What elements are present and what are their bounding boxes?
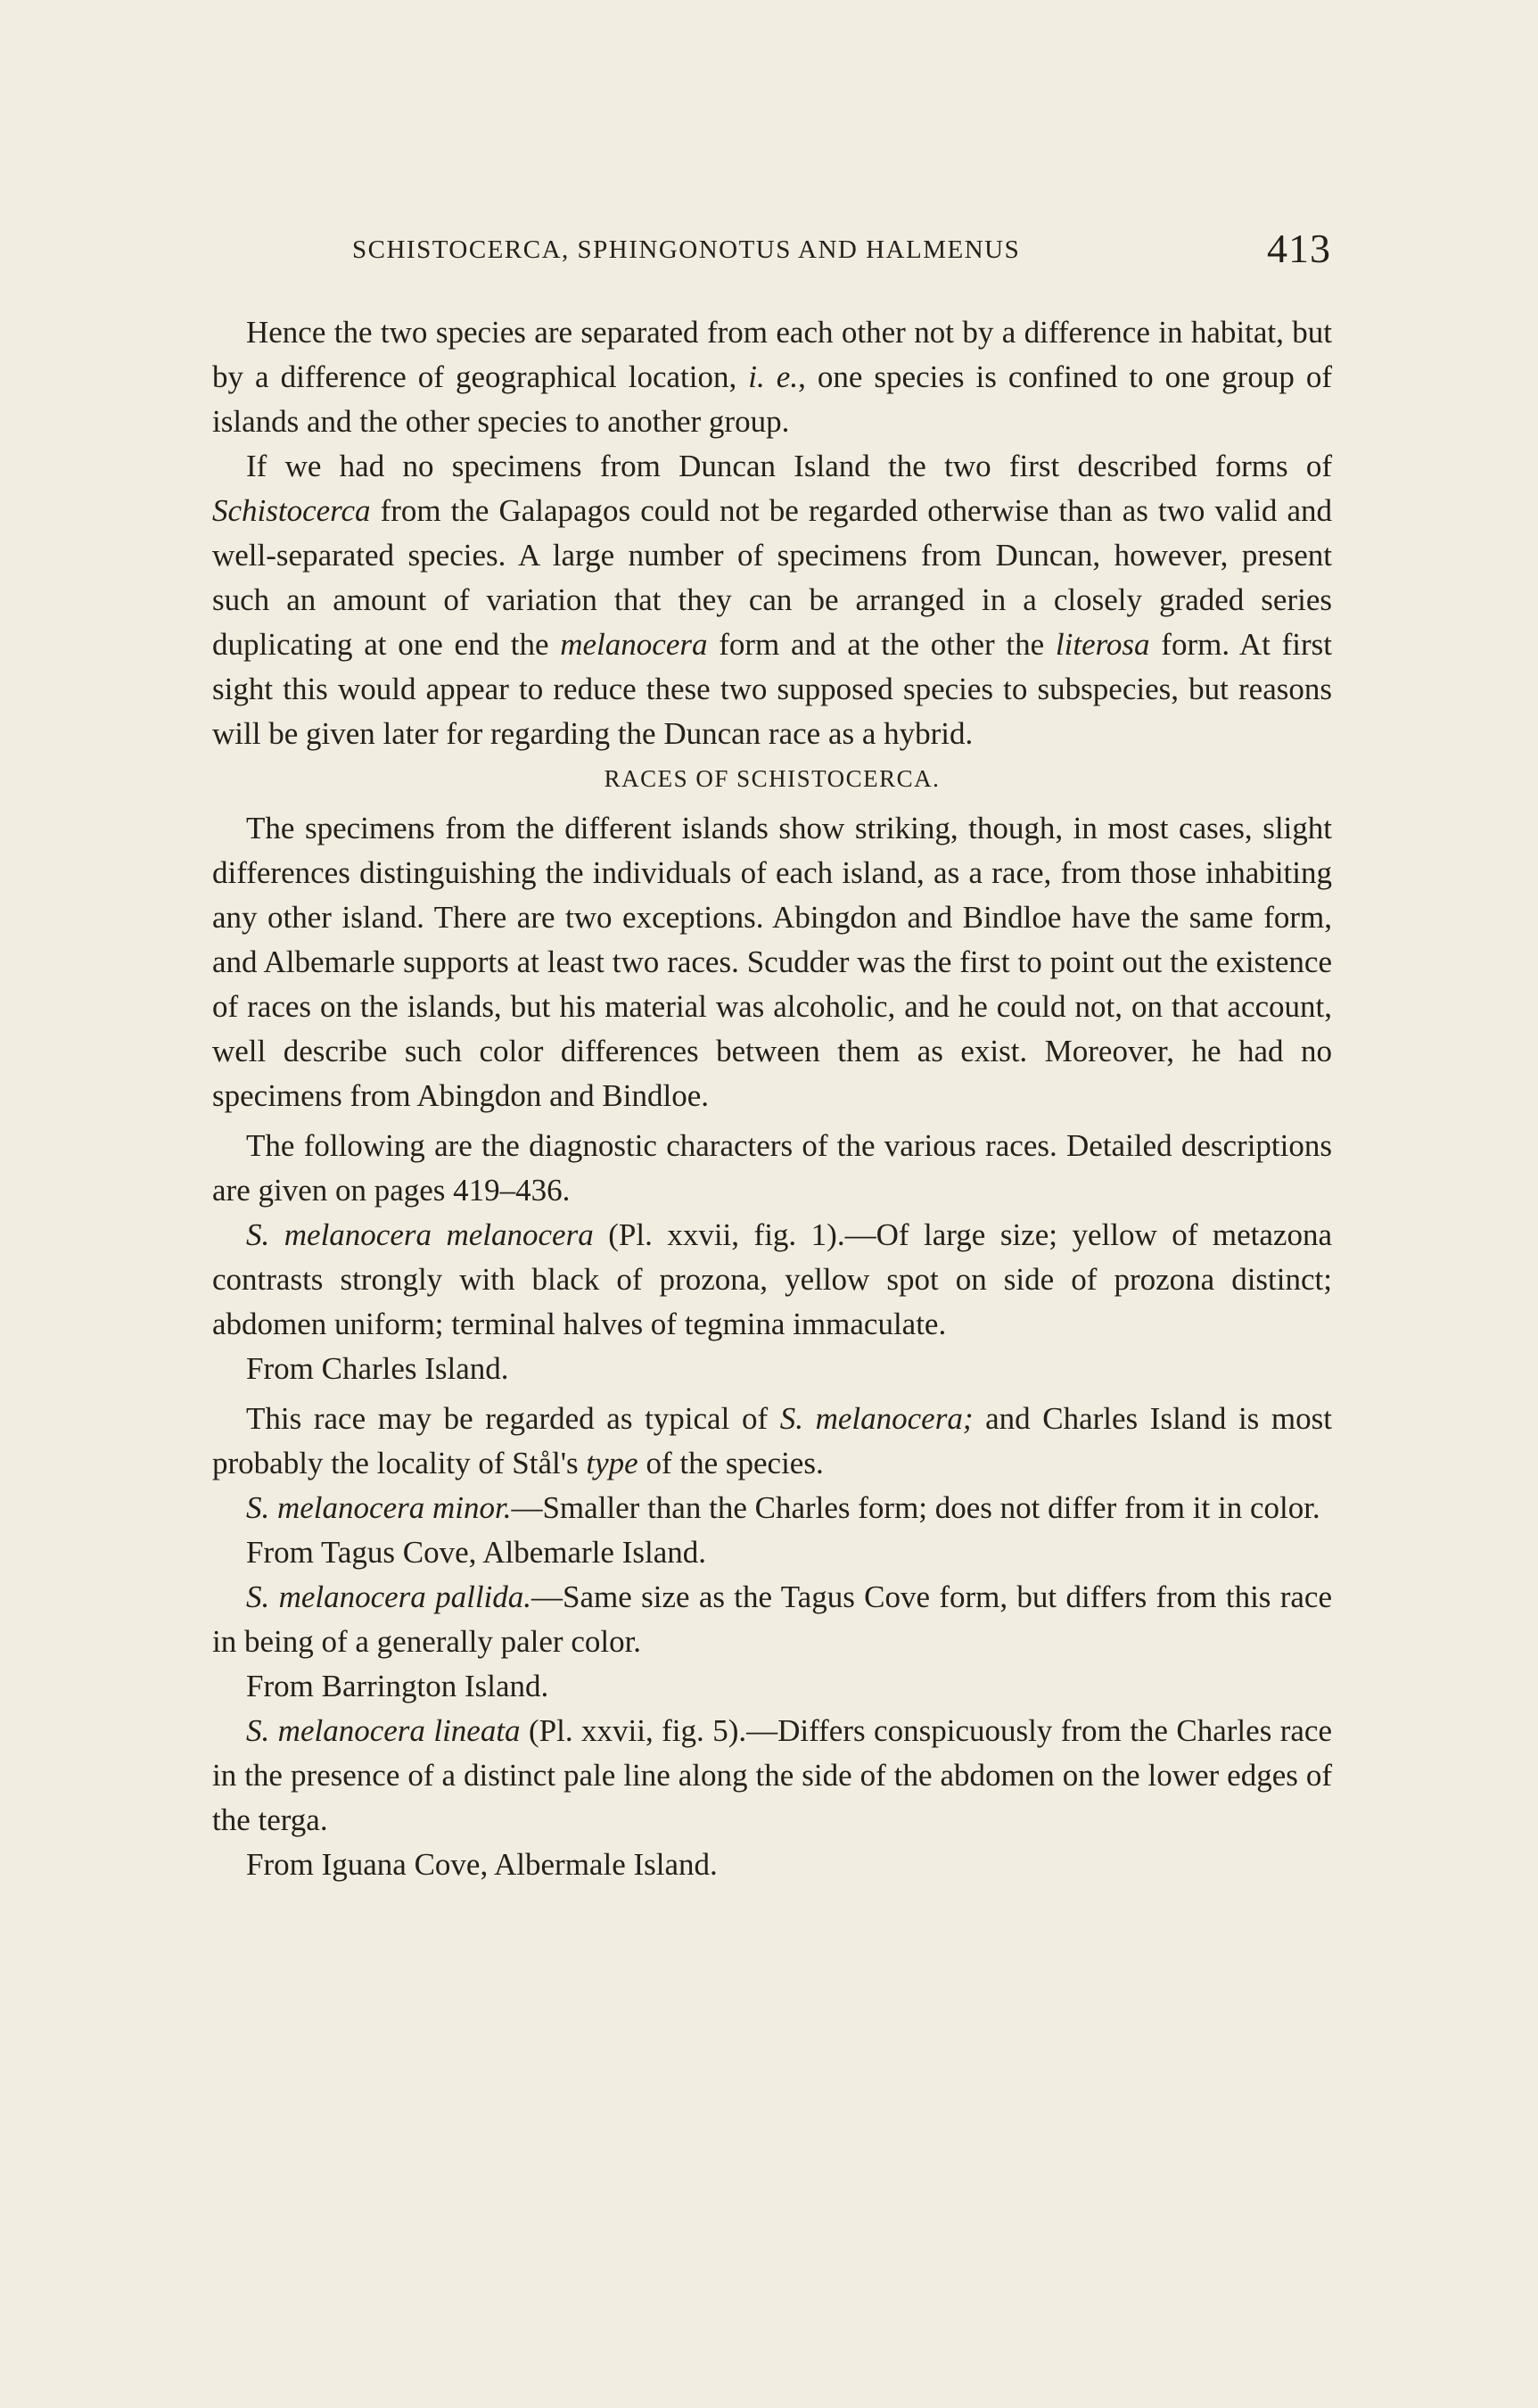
paragraph-diagnostic-intro: The following are the diagnostic characters of the various races. Detailed descriptions are given on pages 419–436. <box>212 1128 1332 1208</box>
locality-tagus-cove: From Tagus Cove, Albemarle Island. <box>246 1535 706 1570</box>
locality-iguana-cove: From Iguana Cove, Albermale Island. <box>246 1847 718 1882</box>
paragraph-melanocera-melanocera: S. melanocera melanocera (Pl. xxvii, fig. 1).—Of large size; yellow of metazona contrasts strongly with black of prozona, yellow spot on side of prozona distinct; abdomen uniform; terminal halves of tegmina immaculate. <box>212 1217 1332 1341</box>
paragraph-duncan-island: If we had no specimens from Duncan Island the two first described forms of Schistocerca from the Galapagos could not be regarded otherwise than as two valid and well-separated species. A large number of specimens from Duncan, however, present such an amount of variation that they can be arranged in a closely graded series duplicating at one end the melanocera form and at the other the literosa form. At first sight this would appear to reduce these two supposed species to subspecies, but reasons will be given later for regarding the Duncan race as a hybrid. <box>212 449 1333 751</box>
paragraph-melanocera-minor: S. melanocera minor.—Smaller than the Charles form; does not differ from it in color. <box>246 1490 1320 1525</box>
page-header <box>352 226 1331 284</box>
locality-barrington: From Barrington Island. <box>246 1669 549 1703</box>
locality-charles: From Charles Island. <box>246 1351 509 1386</box>
page-number: 413 <box>1267 226 1331 271</box>
paragraph-races-overview: The specimens from the different islands show striking, though, in most cases, slight differences distinguishing the individuals of each island, as a race, from those inhabiting any other island. There are two exceptions. Abingdon and Bindloe have the same form, and Albemarle supports at least two races. Scudder was the first to point out the existence of races on the islands, but his material was alcoholic, and he could not, on that account, well describe such color differences between them as exist. Moreover, he had no specimens from Abingdon and Bindloe. <box>212 811 1332 1113</box>
section-heading: RACES OF SCHISTOCERCA. <box>604 765 941 792</box>
paragraph-typical-race: This race may be regarded as typical of S. melanocera; and Charles Island is most probably the locality of Stål's type of the species. <box>212 1401 1332 1480</box>
running-head: SCHISTOCERCA, SPHINGONOTUS AND HALMENUS <box>352 235 1021 264</box>
paragraph-melanocera-pallida: S. melanocera pallida.—Same size as the Tagus Cove form, but differs from this race in being of a generally paler color. <box>212 1579 1332 1659</box>
body-text <box>212 310 1332 1887</box>
paragraph-melanocera-lineata: S. melanocera lineata (Pl. xxvii, fig. 5).—Differs conspicuously from the Charles race in the presence of a distinct pale line along the side of the abdomen on the lower edges of the terga. <box>212 1713 1333 1837</box>
paragraph-species-separation: Hence the two species are separated from each other not by a difference in habitat, but by a difference of geographical location, i. e., one species is confined to one group of islands and the other species to another group. <box>212 315 1333 439</box>
